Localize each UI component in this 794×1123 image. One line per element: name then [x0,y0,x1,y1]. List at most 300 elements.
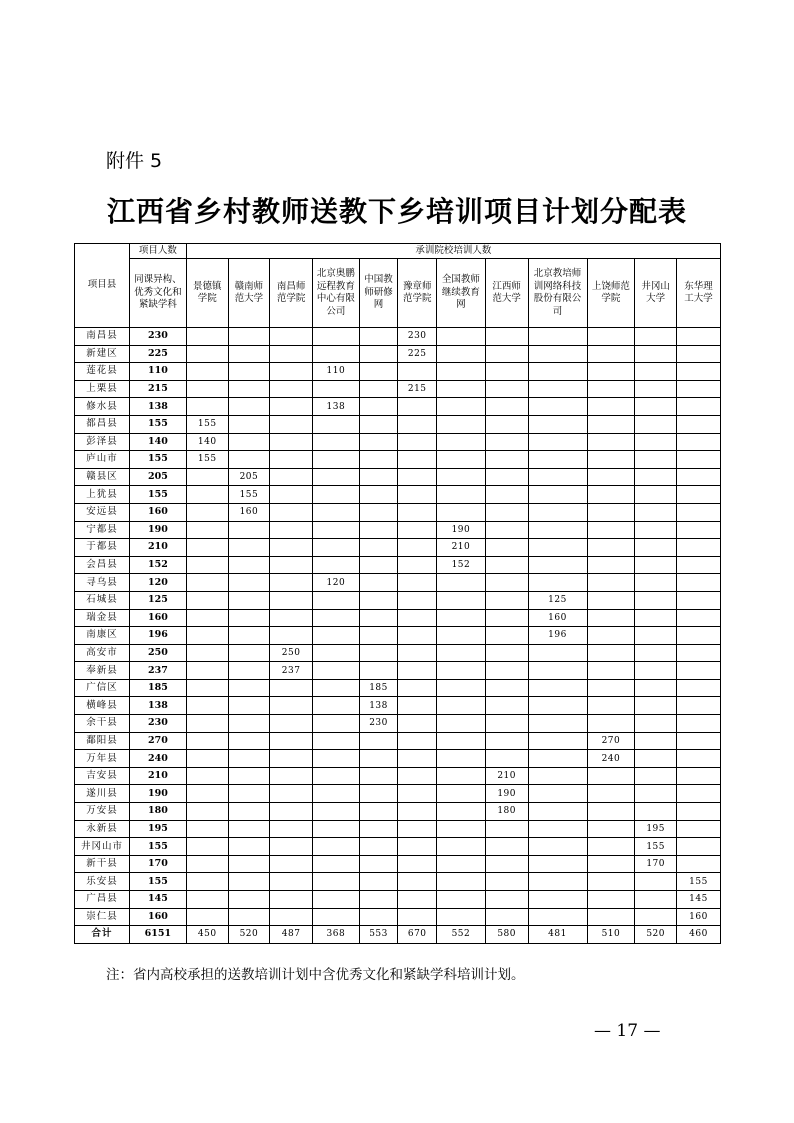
table-row [75,486,721,504]
value-cell [270,521,313,539]
total-cell: 125 [129,591,186,609]
total-cell: 196 [129,627,186,645]
value-cell: 155 [186,415,228,433]
value-cell [270,433,313,451]
value-cell [635,503,677,521]
value-cell [528,838,587,856]
value-cell [359,908,398,926]
value-cell [677,503,721,521]
value-cell [228,345,270,363]
value-cell [186,644,228,662]
value-cell [398,574,437,592]
value-cell [677,521,721,539]
table-row [75,838,721,856]
table-row [75,785,721,803]
value-cell [398,503,437,521]
value-cell: 481 [528,926,587,944]
value-cell: 368 [312,926,359,944]
value-cell [270,767,313,785]
value-cell [587,468,635,486]
value-cell [312,908,359,926]
value-cell [398,785,437,803]
value-cell [677,820,721,838]
value-cell: 205 [228,468,270,486]
value-cell [635,398,677,416]
value-cell [228,838,270,856]
value-cell [635,591,677,609]
total-cell: 180 [129,803,186,821]
value-cell [270,908,313,926]
value-cell [528,803,587,821]
value-cell [587,363,635,381]
value-cell [186,539,228,557]
value-cell [677,468,721,486]
value-cell [228,609,270,627]
value-cell [228,574,270,592]
value-cell [587,398,635,416]
value-cell [228,644,270,662]
county-cell: 广信区 [75,679,130,697]
value-cell [677,363,721,381]
value-cell [359,486,398,504]
value-cell [635,644,677,662]
table-row [75,328,721,346]
total-cell: 160 [129,609,186,627]
header-institution: 上饶师范学院 [587,259,635,328]
value-cell: 215 [398,380,437,398]
value-cell [485,855,528,873]
value-cell [270,345,313,363]
county-cell: 修水县 [75,398,130,416]
value-cell [528,732,587,750]
value-cell [228,433,270,451]
value-cell [398,873,437,891]
total-cell: 230 [129,715,186,733]
value-cell: 170 [635,855,677,873]
table-row [75,451,721,469]
table-row [75,345,721,363]
value-cell [485,556,528,574]
value-cell [677,662,721,680]
value-cell [635,803,677,821]
value-cell [359,363,398,381]
value-cell [186,750,228,768]
table-sum-row [75,926,721,944]
value-cell: 138 [312,398,359,416]
value-cell [587,803,635,821]
table-row [75,363,721,381]
header-institution: 北京奥鹏远程教育中心有限公司 [312,259,359,328]
value-cell [677,697,721,715]
value-cell: 520 [228,926,270,944]
value-cell [485,328,528,346]
total-cell: 205 [129,468,186,486]
value-cell [587,715,635,733]
value-cell [270,873,313,891]
value-cell [485,345,528,363]
value-cell [312,451,359,469]
value-cell: 155 [186,451,228,469]
value-cell [270,468,313,486]
county-cell: 万年县 [75,750,130,768]
county-cell: 上栗县 [75,380,130,398]
total-cell: 270 [129,732,186,750]
table-row [75,627,721,645]
value-cell [528,891,587,909]
value-cell [186,715,228,733]
value-cell [398,662,437,680]
value-cell: 190 [437,521,486,539]
total-cell: 210 [129,539,186,557]
county-cell: 石城县 [75,591,130,609]
value-cell: 160 [528,609,587,627]
value-cell: 195 [635,820,677,838]
total-cell: 160 [129,503,186,521]
value-cell [437,468,486,486]
value-cell [312,838,359,856]
table-row [75,803,721,821]
total-cell: 160 [129,908,186,926]
value-cell [485,715,528,733]
value-cell [312,715,359,733]
value-cell [677,855,721,873]
value-cell [359,380,398,398]
value-cell [677,433,721,451]
value-cell [635,785,677,803]
value-cell [186,803,228,821]
value-cell [437,363,486,381]
value-cell: 553 [359,926,398,944]
value-cell [312,380,359,398]
value-cell [270,820,313,838]
county-cell: 瑞金县 [75,609,130,627]
value-cell [270,627,313,645]
value-cell [587,345,635,363]
value-cell [437,908,486,926]
value-cell [398,486,437,504]
table-row [75,644,721,662]
value-cell [635,908,677,926]
value-cell [359,627,398,645]
total-cell: 237 [129,662,186,680]
page-number: — 17 — [594,1021,661,1041]
value-cell [398,398,437,416]
value-cell [635,679,677,697]
county-cell: 上犹县 [75,486,130,504]
table-row [75,539,721,557]
value-cell [485,873,528,891]
county-cell: 奉新县 [75,662,130,680]
value-cell [398,556,437,574]
value-cell [528,451,587,469]
value-cell [485,539,528,557]
table-row [75,591,721,609]
value-cell [677,715,721,733]
county-cell: 庐山市 [75,451,130,469]
value-cell [587,556,635,574]
value-cell [587,820,635,838]
value-cell [635,415,677,433]
total-cell: 195 [129,820,186,838]
value-cell [228,697,270,715]
value-cell [677,574,721,592]
value-cell: 185 [359,679,398,697]
value-cell: 138 [359,697,398,715]
value-cell [270,679,313,697]
value-cell [359,328,398,346]
value-cell: 450 [186,926,228,944]
value-cell [270,574,313,592]
value-cell [437,398,486,416]
value-cell [312,785,359,803]
value-cell [528,644,587,662]
header-institution: 赣南师范大学 [228,259,270,328]
value-cell [270,398,313,416]
value-cell [270,697,313,715]
value-cell: 230 [398,328,437,346]
value-cell: 552 [437,926,486,944]
value-cell [437,855,486,873]
value-cell [359,468,398,486]
value-cell [528,908,587,926]
value-cell [228,679,270,697]
value-cell: 210 [437,539,486,557]
header-institution: 江西师范大学 [485,259,528,328]
total-cell: 210 [129,767,186,785]
value-cell [587,591,635,609]
value-cell [677,627,721,645]
value-cell [437,415,486,433]
value-cell: 152 [437,556,486,574]
value-cell [485,398,528,416]
value-cell [312,486,359,504]
value-cell [677,767,721,785]
county-cell: 安远县 [75,503,130,521]
value-cell [528,679,587,697]
table-row [75,697,721,715]
value-cell [359,803,398,821]
value-cell [312,627,359,645]
value-cell [312,328,359,346]
value-cell [359,838,398,856]
value-cell [635,380,677,398]
value-cell [587,627,635,645]
value-cell: 155 [677,873,721,891]
value-cell [398,767,437,785]
value-cell [186,486,228,504]
value-cell [398,803,437,821]
value-cell [437,609,486,627]
value-cell [186,785,228,803]
value-cell [485,363,528,381]
value-cell [528,574,587,592]
value-cell [228,873,270,891]
value-cell [398,820,437,838]
value-cell [635,873,677,891]
table-row [75,679,721,697]
value-cell [587,838,635,856]
value-cell [398,715,437,733]
value-cell [228,750,270,768]
value-cell [635,732,677,750]
value-cell [437,591,486,609]
table-row [75,521,721,539]
value-cell [485,732,528,750]
county-cell: 会昌县 [75,556,130,574]
total-cell: 6151 [129,926,186,944]
value-cell [677,486,721,504]
value-cell [359,433,398,451]
value-cell [312,697,359,715]
value-cell [312,521,359,539]
header-institution: 豫章师范学院 [398,259,437,328]
value-cell [485,820,528,838]
table-row [75,398,721,416]
value-cell [485,380,528,398]
value-cell [587,662,635,680]
value-cell [398,468,437,486]
total-cell: 138 [129,697,186,715]
value-cell [270,363,313,381]
value-cell [437,627,486,645]
value-cell: 120 [312,574,359,592]
value-cell [228,556,270,574]
value-cell [485,609,528,627]
total-cell: 145 [129,891,186,909]
value-cell [359,609,398,627]
value-cell [398,838,437,856]
value-cell [528,363,587,381]
value-cell: 237 [270,662,313,680]
value-cell: 160 [228,503,270,521]
value-cell [528,345,587,363]
table-row [75,662,721,680]
value-cell [437,767,486,785]
value-cell [359,662,398,680]
table-row [75,468,721,486]
value-cell [587,574,635,592]
value-cell [270,785,313,803]
value-cell [528,750,587,768]
value-cell [186,891,228,909]
total-cell: 250 [129,644,186,662]
value-cell [398,908,437,926]
value-cell: 520 [635,926,677,944]
value-cell [228,785,270,803]
value-cell [186,380,228,398]
value-cell [312,873,359,891]
value-cell [485,451,528,469]
value-cell [437,785,486,803]
value-cell [528,398,587,416]
value-cell [587,609,635,627]
value-cell [437,838,486,856]
header-institution: 东华理工大学 [677,259,721,328]
value-cell [398,433,437,451]
header-institution: 井冈山大学 [635,259,677,328]
value-cell [437,644,486,662]
county-cell: 乐安县 [75,873,130,891]
value-cell [186,468,228,486]
value-cell [312,820,359,838]
total-cell: 155 [129,486,186,504]
county-cell: 吉安县 [75,767,130,785]
value-cell [359,451,398,469]
value-cell: 140 [186,433,228,451]
value-cell [485,750,528,768]
county-cell: 余干县 [75,715,130,733]
value-cell [186,363,228,381]
value-cell [635,345,677,363]
county-cell: 于都县 [75,539,130,557]
value-cell [186,838,228,856]
value-cell: 225 [398,345,437,363]
value-cell [635,433,677,451]
value-cell [677,785,721,803]
value-cell: 196 [528,627,587,645]
value-cell [398,697,437,715]
value-cell [186,662,228,680]
total-cell: 215 [129,380,186,398]
table-row [75,855,721,873]
value-cell [228,415,270,433]
value-cell: 670 [398,926,437,944]
value-cell [677,345,721,363]
value-cell: 240 [587,750,635,768]
value-cell [359,820,398,838]
value-cell [186,328,228,346]
value-cell [312,591,359,609]
value-cell [312,345,359,363]
value-cell [228,662,270,680]
header-institution: 全国教师继续教育网 [437,259,486,328]
header-total-col: 同课异构、优秀文化和紧缺学科 [129,259,186,328]
table-row [75,750,721,768]
value-cell [587,767,635,785]
value-cell [528,468,587,486]
value-cell [359,345,398,363]
value-cell [635,521,677,539]
value-cell [186,503,228,521]
value-cell: 487 [270,926,313,944]
value-cell: 510 [587,926,635,944]
total-cell: 155 [129,451,186,469]
value-cell [437,662,486,680]
value-cell [228,855,270,873]
total-cell: 140 [129,433,186,451]
value-cell [359,503,398,521]
total-cell: 190 [129,785,186,803]
value-cell [398,627,437,645]
allocation-table [74,243,721,944]
value-cell [270,539,313,557]
total-cell: 155 [129,415,186,433]
county-cell: 都昌县 [75,415,130,433]
value-cell [228,891,270,909]
county-cell: 彭泽县 [75,433,130,451]
value-cell [437,486,486,504]
county-cell: 赣县区 [75,468,130,486]
value-cell [587,380,635,398]
value-cell [398,415,437,433]
value-cell [312,609,359,627]
value-cell [186,873,228,891]
value-cell [635,328,677,346]
county-cell: 横峰县 [75,697,130,715]
value-cell [270,415,313,433]
value-cell [587,785,635,803]
value-cell [312,644,359,662]
